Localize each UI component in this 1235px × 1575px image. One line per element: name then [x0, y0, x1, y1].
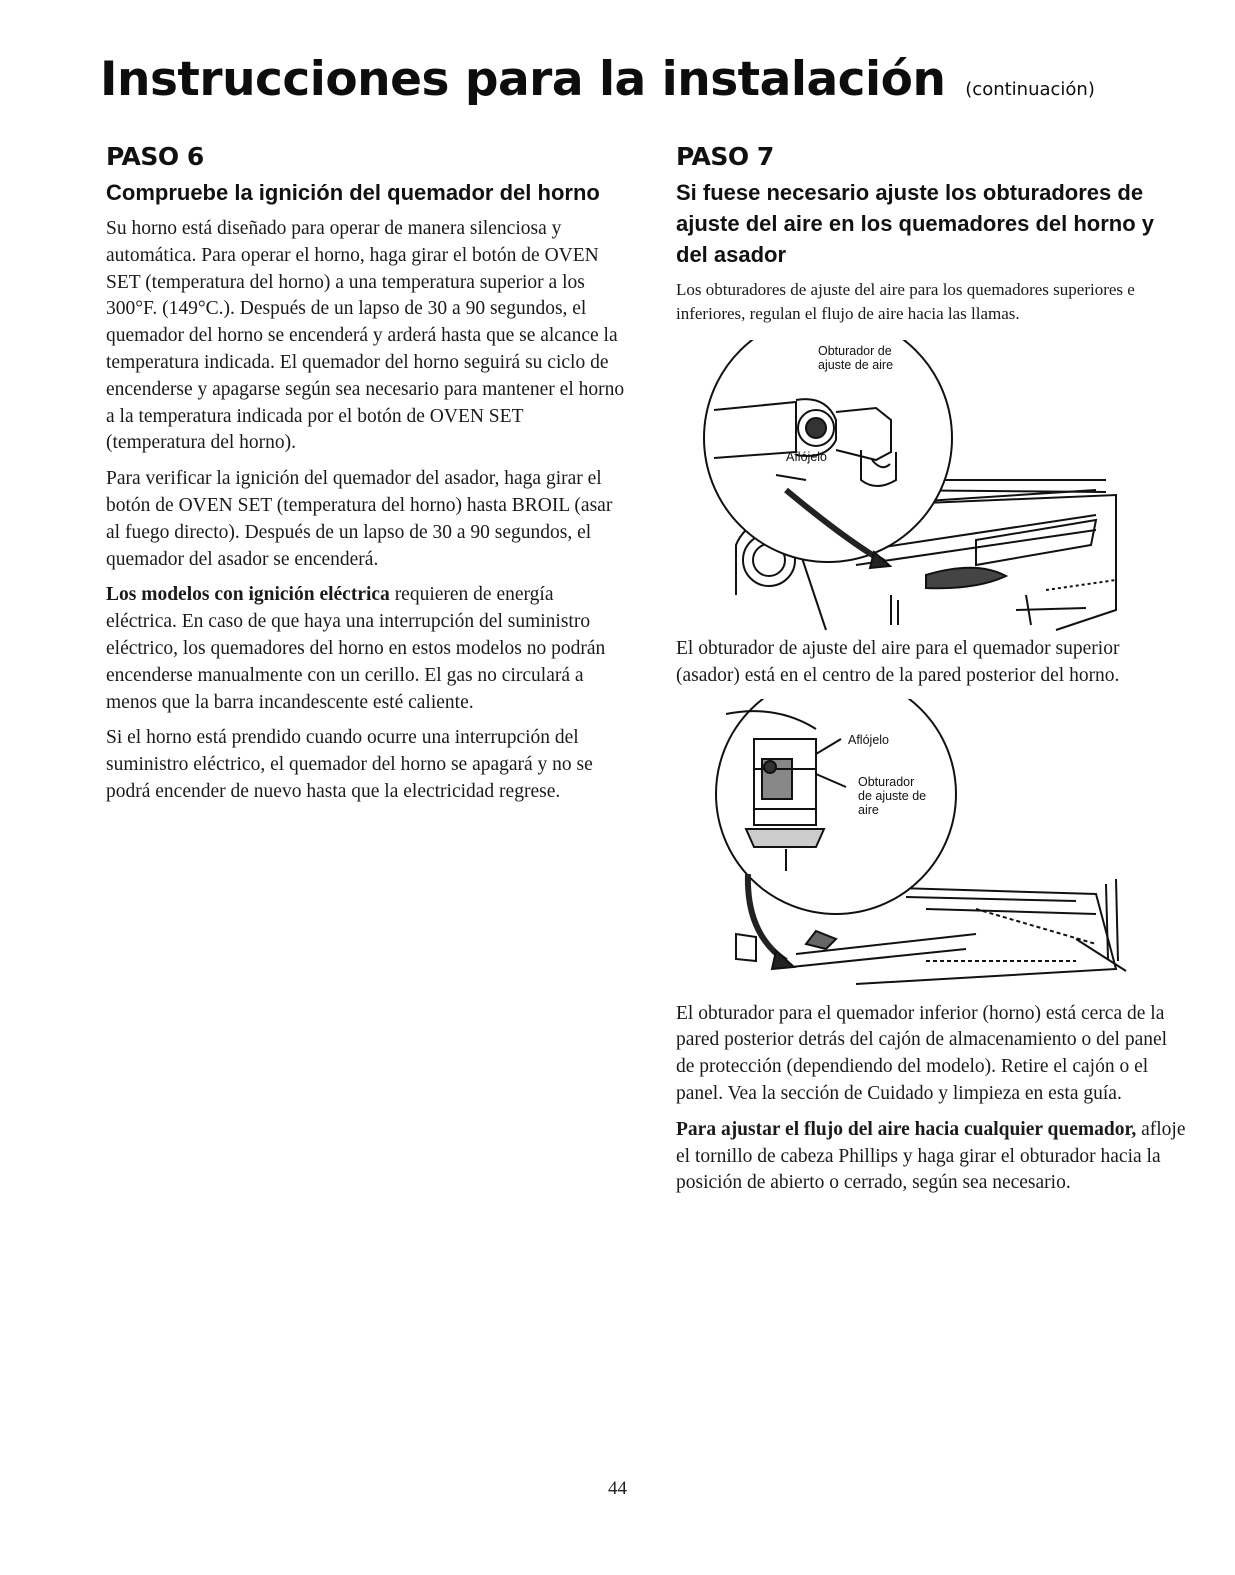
broil-loosen-label: Aflójelo: [786, 450, 827, 464]
broil-shutter-label: Obturador de ajuste de aire: [818, 344, 894, 372]
step-7-paragraph-1: Los obturadores de ajuste del aire para los quemadores superiores e inferiores, regulan el flujo de aire hacia las llamas.: [676, 280, 1135, 323]
broil-burner-illustration: [676, 340, 1188, 632]
step-6-paragraph-3-bold: Los modelos con ignición eléctrica: [106, 584, 390, 606]
step-6-heading: Compruebe la ignición del quemador del horno: [106, 180, 600, 205]
step-6-label: PASO 6: [106, 142, 204, 171]
step-7-section: [676, 142, 1188, 1206]
broil-burner-shutter-figure: [676, 340, 1188, 632]
step-6-paragraph-1: Su horno está diseñado para operar de manera silenciosa y automática. Para operar el horno, haga girar el botón de OVEN SET (temperatura del horno) a una temperatura superior a los 300°F. (149°C.). Después de un lapso de 30 a 90 segundos, el quemador del horno se encenderá y arderá hasta que se alcance la temperatura indicada. El quemador del horno seguirá su ciclo de encenderse y apagarse según sea necesario para mantener el horno a la temperatura indicada por el botón de OVEN SET (temperatura del horno).: [106, 218, 625, 454]
step-6-paragraph-2: Para verificar la ignición del quemador del asador, haga girar el botón de OVEN SET (temperatura del horno) hasta BROIL (asar al fuego directo). Después de un lapso de 30 a 90 segundos, el quemador del asador se encenderá.: [106, 468, 613, 570]
step-6-paragraph-4: Si el horno está prendido cuando ocurre una interrupción del suministro eléctrico, el quemador del horno se apagará y no se podrá encender de nuevo hasta que la electricidad regrese.: [106, 727, 593, 802]
step-6-section: [106, 142, 626, 815]
bake-shutter-label: Obturador de ajuste de aire: [858, 774, 927, 817]
bake-loosen-label: Aflójelo: [848, 732, 889, 747]
continued-note: (continuación): [965, 79, 1095, 100]
page-title: [100, 52, 1095, 107]
page-number: 44: [608, 1478, 627, 1499]
page-title-text: Instrucciones para la instalación: [100, 52, 946, 107]
step-6-paragraph-3-rest: requieren de energía eléctrica. En caso de que haya una interrupción del suministro eléctrico, los quemadores del horno en estos modelos no podrán encenderse manualmente con un cerillo. El gas no circulará a menos que la barra incandescente esté caliente.: [106, 584, 606, 713]
step-7-label: PASO 7: [676, 142, 774, 171]
step-7-final-rest: afloje el tornillo de cabeza Phillips y haga girar el obturador hacia la posición de abierto o cerrado, según sea necesario.: [676, 1118, 1186, 1194]
step-6-paragraph-3: [106, 582, 626, 716]
bake-burner-illustration: [676, 699, 1188, 999]
step-7-heading: Si fuese necesario ajuste los obturadores de ajuste del aire en los quemadores del horno y del asador: [676, 180, 1155, 267]
step-7-caption-2: El obturador para el quemador inferior (horno) está cerca de la pared posterior detrás del cajón de almacenamiento o del panel de protección (dependiendo del modelo). Retire el cajón o el panel. Vea la sección de Cuidado y limpieza en esta guía.: [676, 1002, 1168, 1104]
step-7-final-paragraph: [676, 1117, 1188, 1197]
bake-burner-shutter-figure: [676, 699, 1188, 999]
step-7-caption-1: El obturador de ajuste del aire para el quemador superior (asador) está en el centro de la pared posterior del horno.: [676, 638, 1120, 686]
step-7-final-bold: Para ajustar el flujo del aire hacia cualquier quemador,: [676, 1118, 1137, 1140]
